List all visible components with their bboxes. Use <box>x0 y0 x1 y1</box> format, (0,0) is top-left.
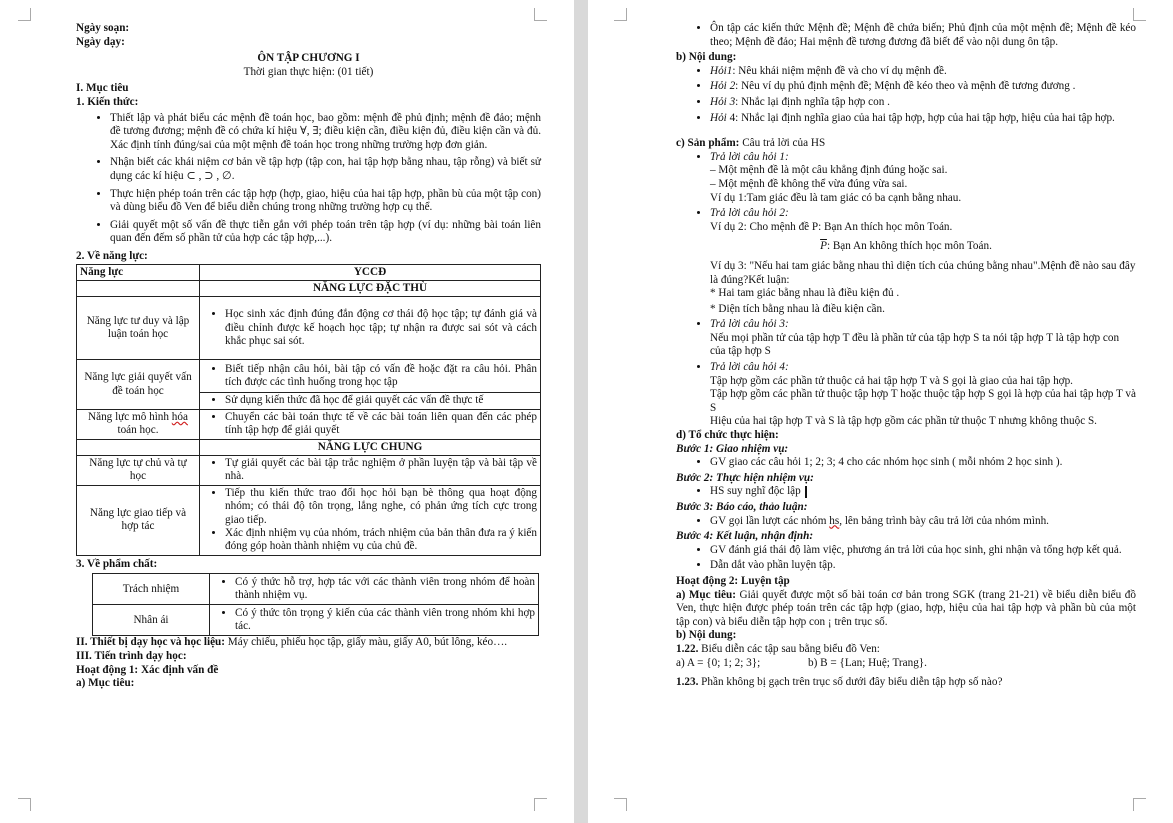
exercise-part: a) A = {0; 1; 2; 3}; <box>676 656 761 669</box>
section-heading: III. Tiến trình dạy học: <box>76 649 187 662</box>
page-body[interactable] <box>76 22 541 691</box>
subsection-heading: a) Mục tiêu: <box>676 588 736 601</box>
answer-label: • Trả lời câu hỏi 4: <box>710 361 1136 375</box>
quality-req <box>210 574 539 605</box>
competency-name: Năng lực giao tiếp và hợp tác <box>77 485 200 555</box>
question-item <box>710 112 1136 126</box>
table-header: Năng lực <box>77 264 200 280</box>
quality-req <box>210 605 539 636</box>
list-item: • Chuyển các bài toán thực tế về các bài toán liên quan đến các phép tính tập hợp để giải quyết <box>225 411 537 438</box>
answer-line: Hiệu của hai tập hợp T và S là tập hợp gồm các phần tử thuộc T nhưng không thuộc S. <box>710 415 1097 428</box>
question-text: 4: Nhắc lại định nghĩa giao của hai tập hợp, hợp của hai tập hợp, hiệu của hai tập hợp. <box>726 111 1115 124</box>
list-item: • GV đánh giá thái độ làm việc, phương án trả lời của học sinh, ghi nhận và tổng hợp kết quả. <box>710 544 1136 558</box>
answers-list <box>676 151 1136 165</box>
exercise-part: b) B = {Lan; Huệ; Trang}. <box>808 656 927 669</box>
page-gutter <box>574 0 588 823</box>
text-fragment: toán học. <box>117 424 159 437</box>
list-item: • Có ý thức hỗ trợ, hợp tác với các thành viên trong nhóm để hoàn thành nhiệm vụ. <box>235 576 535 603</box>
product-line <box>676 137 1136 151</box>
list-item: • Xác định nhiệm vụ của nhóm, trách nhiệm của bản thân đưa ra ý kiến đóng góp hoàn thành nhiệm vụ của chủ đề. <box>225 527 537 554</box>
question-item <box>710 65 1136 79</box>
page-body[interactable] <box>676 22 1136 690</box>
text-fragment: Câu trả lời của HS <box>739 137 826 150</box>
subsection-heading: b) Nội dung: <box>676 51 737 64</box>
questions-list <box>676 65 1136 125</box>
text-fragment: HS suy nghĩ độc lập <box>710 485 801 498</box>
answer-line: – Một mệnh đề là một câu khẳng định đúng hoặc sai. <box>710 164 948 177</box>
competency-name: Năng lực tư duy và lập luận toán học <box>77 297 200 360</box>
answer-label: • Trả lời câu hỏi 1: <box>710 151 1136 165</box>
question-item <box>710 80 1136 94</box>
question-text: : Nhắc lại định nghĩa tập hợp con . <box>735 95 890 108</box>
competency-req <box>200 409 541 439</box>
document-page-left <box>0 0 574 823</box>
spellcheck-word: hs <box>829 514 840 527</box>
list-item: • Dẫn dắt vào phần luyện tập. <box>710 559 1136 573</box>
list-item: • Nhận biết các khái niệm cơ bản về tập hợp (tập con, hai tập hợp bằng nhau, tập rỗng) và biết sử dụng các kí hiệu ⊂ , ⊃ , ∅. <box>110 156 541 183</box>
table-section-title: NĂNG LỰC CHUNG <box>200 439 541 455</box>
competency-name: Năng lực tự chủ và tự học <box>77 455 200 485</box>
step-heading: Bước 4: Kết luận, nhận định: <box>676 530 814 543</box>
page-corner-mark <box>534 798 547 811</box>
question-text: : Nêu ví dụ phủ định mệnh đề; Mệnh đề kéo theo và mệnh đề tương đương . <box>735 80 1076 93</box>
subsection-heading: 3. Về phẩm chất: <box>76 557 158 570</box>
answer-line: Tập hợp gồm các phần tử thuộc cả hai tập hợp T và S gọi là giao của hai tập hợp. <box>710 374 1073 387</box>
text-cursor <box>805 486 807 498</box>
text-fragment: Năng lực mô hình <box>88 410 172 423</box>
text-fragment: , lên bảng trình bày câu trả lời của nhóm mình. <box>839 514 1049 527</box>
section-heading: II. Thiết bị dạy học và học liệu: <box>76 636 225 649</box>
subsection-heading: d) Tổ chức thực hiện: <box>676 429 779 442</box>
quality-table <box>92 573 539 636</box>
step-heading: Bước 3: Báo cáo, thảo luận: <box>676 501 808 513</box>
question-text: : Nêu khái niệm mệnh đề và cho ví dụ mệnh đề. <box>732 64 947 77</box>
answer-label: • Trả lời câu hỏi 3: <box>710 318 1136 332</box>
competency-req <box>200 360 541 393</box>
negation-line <box>676 240 1136 254</box>
page-corner-mark <box>1133 8 1146 21</box>
step-heading: Bước 1: Giao nhiệm vụ: <box>676 442 789 455</box>
question-label: Hỏi1 <box>710 64 733 77</box>
question-item <box>710 96 1136 110</box>
equipment-line <box>76 636 541 650</box>
list-item: • Biết tiếp nhận câu hỏi, bài tập có vấn đề hoặc đặt ra câu hỏi. Phân tích được các tình huống trong học tập <box>225 363 537 390</box>
goal-list <box>676 22 1136 49</box>
page-corner-mark <box>534 8 547 21</box>
list-item: • GV giao các câu hỏi 1; 2; 3; 4 cho các nhóm học sinh ( mỗi nhóm 2 học sinh ). <box>710 456 1136 470</box>
activity-heading: Hoạt động 2: Luyện tập <box>676 574 790 587</box>
spellcheck-word: hóa <box>171 410 188 423</box>
text-fragment: Giải quyết được một số bài toán cơ bản trong SGK (trang 21-21) về biểu diễn biểu đồ Ven, thực hiện được phép toán trên các tập hợp (giao, hợp, hiệu của hai tập hợp và phần bù của một tập con) và biểu diễn tập hợp con ¡ trên trục số. <box>676 588 1136 628</box>
list-item: • Giải quyết một số vấn đề thực tiễn gắn với phép toán trên tập hợp (ví dụ: những bài toán liên quan đến đếm số phần tử của hợp các tập hợp,...). <box>110 219 541 246</box>
answer-line: Nếu mọi phần tử của tập hợp T đều là phần tử của tập hợp S ta nói tập hợp T là tập hợp con của tập hợp S <box>710 331 1120 358</box>
text-fragment: Phần không bị gạch trên trục số dưới đây biểu diễn tập hợp số nào? <box>698 676 1003 689</box>
exercise-parts <box>676 657 1136 671</box>
competency-req <box>200 393 541 409</box>
text-fragment: : Bạn An không thích học môn Toán. <box>826 240 992 253</box>
page-corner-mark <box>18 8 31 21</box>
list-item: • Ôn tập các kiến thức Mệnh đề; Mệnh đề chứa biến; Phủ định của một mệnh đề; Mệnh đề kéo theo; Mệnh đề đảo; Hai mệnh đề tương đương đã biết để vào nội dung ôn tập. <box>710 22 1136 49</box>
table-section-title: NĂNG LỰC ĐẶC THÙ <box>200 280 541 296</box>
goal-paragraph <box>676 589 1136 630</box>
page-corner-mark <box>18 798 31 811</box>
exercise-number: 1.23. <box>676 676 699 689</box>
exercise-number: 1.22. <box>676 642 699 655</box>
competency-table <box>76 264 541 556</box>
date-taught: Ngày dạy: <box>76 35 125 48</box>
exercise-line <box>676 643 1136 657</box>
page-corner-mark <box>614 8 627 21</box>
math-symbol: $\overline{P}$ <box>820 240 827 253</box>
subsection-heading: b) Nội dung: <box>676 629 737 642</box>
list-item: • Học sinh xác định đúng đắn động cơ thái độ học tập; tự đánh giá và điều chỉnh được kế hoạch học tập; tự nhận ra được sai sót và cách khắc phục sai sót. <box>225 308 537 348</box>
competency-name <box>77 409 200 439</box>
question-label: Hỏi <box>710 111 727 124</box>
table-header: YCCĐ <box>200 264 541 280</box>
answer-line: * Diện tích bằng nhau là điều kiện cần. <box>710 302 885 315</box>
subsection-heading: c) Sản phẩm: <box>676 137 740 150</box>
question-label: Hỏi 2 <box>710 80 736 93</box>
competency-req <box>200 485 541 555</box>
activity-heading: Hoạt động 1: Xác định vấn đề <box>76 663 219 676</box>
answer-line: Tập hợp gồm các phần tử thuộc tập hợp T hoặc thuộc tập hợp S gọi là hợp của hai tập hợp T và S <box>710 388 1136 414</box>
subsection-heading: 1. Kiến thức: <box>76 95 139 108</box>
answer-line: – Một mệnh đề không thể vừa đúng vừa sai. <box>710 177 908 190</box>
date-prepared: Ngày soạn: <box>76 22 130 34</box>
step-heading: Bước 2: Thực hiện nhiệm vụ: <box>676 471 814 484</box>
page-corner-mark <box>1133 798 1146 811</box>
list-item: • Tiếp thu kiến thức trao đổi học hỏi bạn bè thông qua hoạt động nhóm; có thái độ tôn trọng, lắng nghe, có phản ứng tích cực trong giao tiếp. <box>225 487 537 527</box>
list-item: • Tự giải quyết các bài tập trắc nghiệm ở phần luyện tập và bài tập về nhà. <box>225 457 537 484</box>
list-item: • Có ý thức tôn trọng ý kiến của các thành viên trong nhóm khi hợp tác. <box>235 607 535 634</box>
list-item: • Thiết lập và phát biểu các mệnh đề toán học, bao gồm: mệnh đề phủ định; mệnh đề đảo; mệnh đề tương đương; mệnh đề có chứa kí hiệu ∀, ∃; điều kiện cần, điều kiện đủ, điều kiện cần và đủ. Xác định tính đúng/sai của một mệnh đề toán học trong những trường hợp đơn giản. <box>110 112 541 153</box>
answer-line: Ví dụ 1:Tam giác đều là tam giác có ba cạnh bằng nhau. <box>710 191 962 204</box>
subsection-heading: 2. Về năng lực: <box>76 249 148 262</box>
exercise-line <box>676 676 1136 690</box>
answer-line: * Hai tam giác bằng nhau là điều kiện đủ . <box>710 287 900 300</box>
answer-label: • Trả lời câu hỏi 2: <box>710 207 1136 221</box>
list-item: • Sử dụng kiến thức đã học để giải quyết các vấn đề thực tế <box>225 394 537 407</box>
quality-name: Trách nhiệm <box>93 574 210 605</box>
list-item: • Thực hiện phép toán trên các tập hợp (hợp, giao, hiệu của hai tập hợp, phần bù của một tập con) và dùng biểu đồ Ven để biểu diễn chúng trong những trường hợp cụ thể. <box>110 188 541 215</box>
competency-name: Năng lực giải quyết vấn đề toán học <box>77 360 200 409</box>
quality-name: Nhân ái <box>93 605 210 636</box>
list-item <box>710 515 1136 529</box>
text-fragment: Biểu diễn các tập sau bằng biểu đồ Ven: <box>698 642 880 655</box>
answer-line: Ví dụ 2: Cho mệnh đề P: Bạn An thích học môn Toán. <box>710 220 953 233</box>
text-fragment: GV gọi lần lượt các nhóm <box>710 514 830 527</box>
document-page-right <box>588 0 1173 823</box>
answer-line: Ví dụ 3: "Nếu hai tam giác bằng nhau thì diện tích của chúng bằng nhau".Mệnh đề nào sau đây là đúng?Kết luận: <box>710 259 1136 286</box>
knowledge-list <box>76 112 541 246</box>
list-item <box>710 485 1136 499</box>
competency-req <box>200 455 541 485</box>
page-corner-mark <box>614 798 627 811</box>
section-heading: I. Mục tiêu <box>76 82 129 95</box>
lesson-duration: Thời gian thực hiện: (01 tiết) <box>243 65 374 78</box>
lesson-title: ÔN TẬP CHƯƠNG I <box>257 52 360 65</box>
text-fragment: Máy chiếu, phiếu học tập, giấy màu, giấy A0, bút lông, kéo…. <box>224 636 508 649</box>
question-label: Hỏi 3 <box>710 95 736 108</box>
competency-req <box>200 297 541 360</box>
subsection-heading: a) Mục tiêu: <box>76 677 135 690</box>
